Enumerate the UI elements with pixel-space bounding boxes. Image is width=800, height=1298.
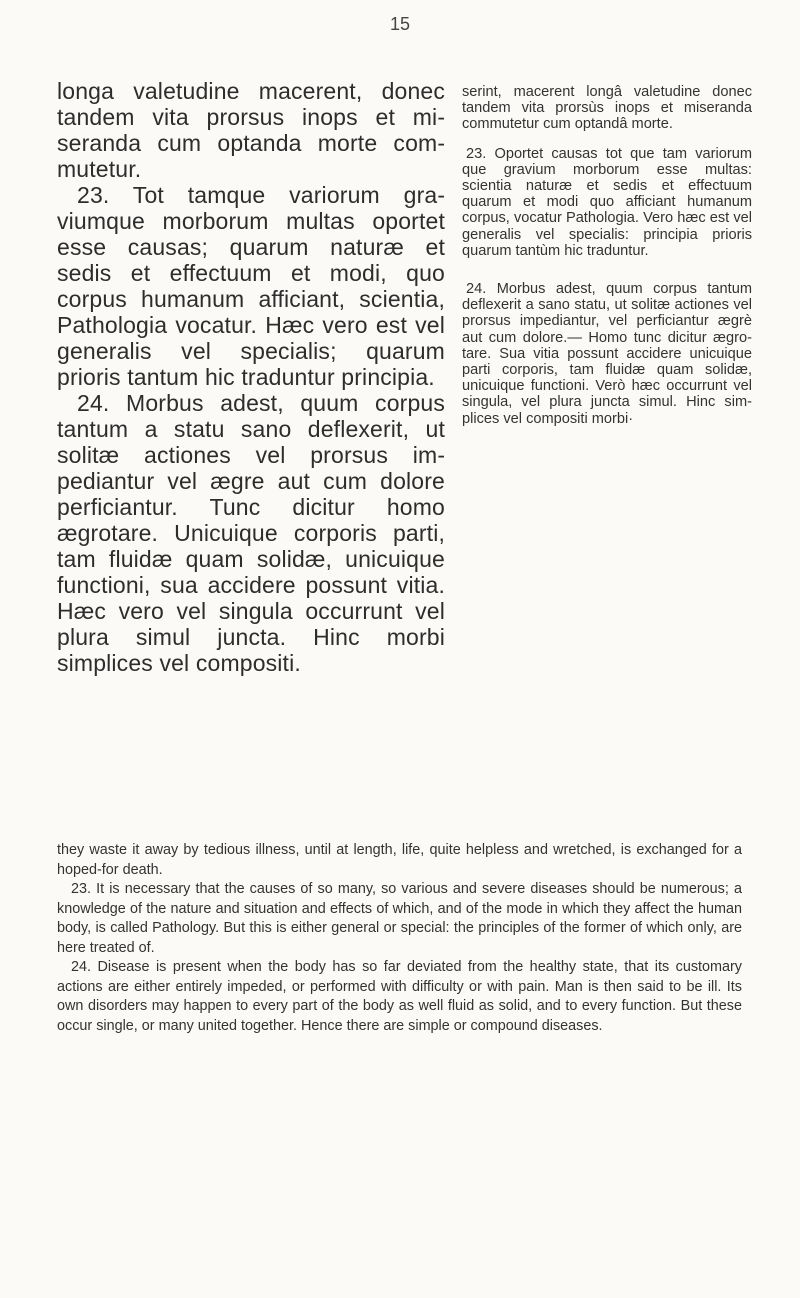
latin-main-paragraph-24: 24. Morbus adest, quum corpus tantum a statu sano deflexerit, ut solitæ actiones vel prorsus impediantur vel ægre aut cum dolore perficiantur. Tunc dicitur homo ægrotare. Unicuique corporis parti, tam fluidæ quam solidæ, unicuique functioni, sua accidere possunt vitia. Hæc vero vel singula occurrunt vel plura simul juncta. Hinc morbi simplices vel compositi. [57,390,445,676]
latin-side-paragraph-24: 24. Morbus adest, quum corpus tantum deflexerit a sano statu, ut solitæ actiones vel prorsus impediantur, vel perficiantur ægrè aut cum dolore.— Homo tunc dicitur ægrotare. Sua vitia possunt accidere unicuique parti corporis, tam fluidæ quam solidæ, unicuique functioni. Verò hæc occurrunt vel singula, vel plura juncta simul. Hinc simplices vel compositi morbi· [462,281,752,427]
latin-side-paragraph-23: 23. Oportet causas tot que tam variorum que gravium morborum esse multas: scientia naturæ et sedis et effectuum quarum et modi quo afficiant humanum corpus, vocatur Pathologia. Vero hæc est vel generalis vel specialis: principia prioris quarum tantùm hic traduntur. [462,145,752,259]
latin-main-column [57,78,445,676]
latin-side-column [462,84,752,427]
translation-paragraph-1: they waste it away by tedious illness, until at length, life, quite helpless and wretched, is exchanged for a hoped-for death. [57,842,742,878]
latin-main-paragraph-23: 23. Tot tamque variorum graviumque morborum multas oportet esse causas; quarum naturæ et sedis et effectuum et modi, quo corpus humanum afficiant, scientia, Pathologia vocatur. Hæc vero est vel generalis vel specialis; quarum prioris tantum hic traduntur principia. [57,182,445,390]
latin-main-paragraph-1: longa valetudine macerent, donec tandem vita prorsus inops et miseranda cum optanda morte commutetur. [57,78,445,182]
translation-paragraph-24: 24. Disease is present when the body has so far deviated from the healthy state, that its customary actions are either entirely impeded, or performed with difficulty or with pain. Man is then said to be ill. Its own disorders may happen to every part of the body as well fluid as solid, and to every function. But these occur single, or many united together. Hence there are simple or compound diseases. [57,959,742,1034]
latin-side-paragraph-1: serint, macerent longâ valetudine donec tandem vita prorsùs inops et miseranda commutetur cum optandâ morte. [462,84,752,133]
translation-paragraph-23: 23. It is necessary that the causes of so many, so various and severe diseases should be numerous; a knowledge of the nature and situation and effects of which, and of the mode in which they affect the human body, is called Pathology. But this is either general or special: the principles of the former of which only, are here treated of. [57,881,742,956]
page-number: 15 [389,14,411,34]
english-translation [57,841,742,1036]
